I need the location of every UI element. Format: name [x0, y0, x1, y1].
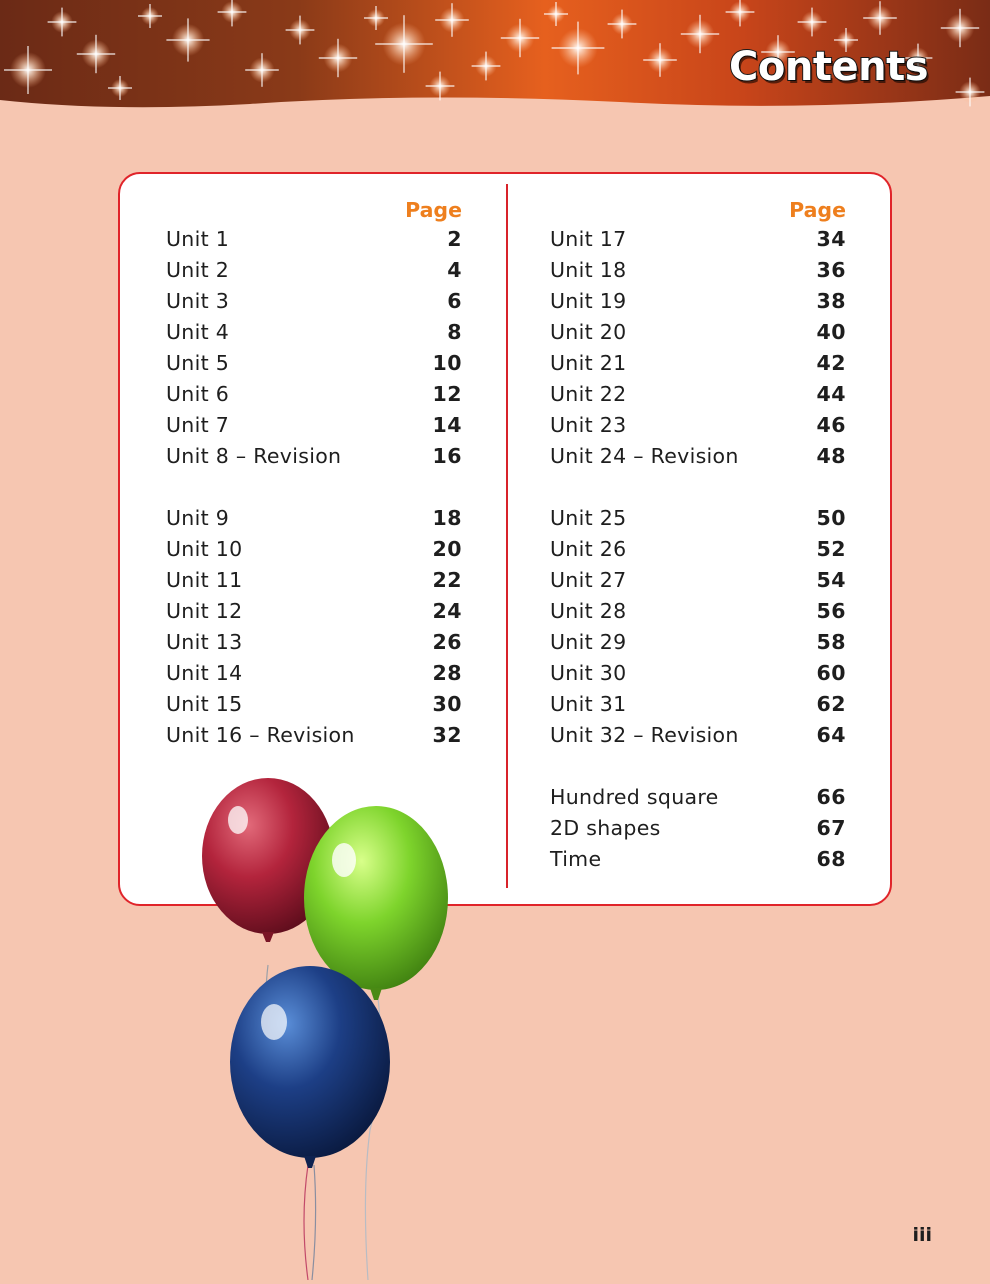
toc-entry[interactable] [166, 286, 462, 317]
toc-entry-label: Unit 5 [166, 351, 230, 375]
toc-entry-page: 20 [432, 537, 462, 561]
toc-entry-label: Unit 32 – Revision [550, 723, 739, 747]
toc-entry[interactable] [166, 379, 462, 410]
toc-entry-label: Unit 14 [166, 661, 243, 685]
toc-entry-page: 6 [447, 289, 462, 313]
toc-entry[interactable] [550, 441, 846, 472]
toc-entry-label: Unit 21 [550, 351, 627, 375]
page-column-header: Page [405, 198, 462, 222]
toc-entry-page: 36 [816, 258, 846, 282]
toc-entry[interactable] [550, 503, 846, 534]
toc-entry-label: Unit 6 [166, 382, 230, 406]
toc-entry-label: Unit 24 – Revision [550, 444, 739, 468]
toc-entry-label: Unit 15 [166, 692, 243, 716]
toc-entry-label: Unit 12 [166, 599, 243, 623]
toc-entry-page: 2 [447, 227, 462, 251]
toc-entry[interactable] [166, 565, 462, 596]
toc-entry[interactable] [166, 627, 462, 658]
toc-entry-label: Unit 28 [550, 599, 627, 623]
toc-entry-label: Unit 7 [166, 413, 230, 437]
toc-entry-page: 46 [816, 413, 846, 437]
section-spacer [166, 472, 462, 503]
toc-entry-page: 50 [816, 506, 846, 530]
toc-entry-label: Unit 25 [550, 506, 627, 530]
toc-entry-page: 12 [432, 382, 462, 406]
toc-entry-label: Unit 29 [550, 630, 627, 654]
toc-entry-page: 34 [816, 227, 846, 251]
toc-entry-label: Unit 11 [166, 568, 243, 592]
toc-entry-label: Unit 17 [550, 227, 627, 251]
toc-entry[interactable] [166, 658, 462, 689]
toc-entry[interactable] [166, 255, 462, 286]
toc-entry[interactable] [166, 689, 462, 720]
toc-entry[interactable] [550, 317, 846, 348]
toc-entry-page: 38 [816, 289, 846, 313]
toc-entry-page: 8 [447, 320, 462, 344]
balloons-icon [190, 770, 480, 1280]
toc-entry-page: 64 [816, 723, 846, 747]
toc-entry-page: 56 [816, 599, 846, 623]
toc-entry[interactable] [550, 689, 846, 720]
toc-entry-page: 42 [816, 351, 846, 375]
toc-entry-page: 60 [816, 661, 846, 685]
toc-entry-label: Unit 23 [550, 413, 627, 437]
contents-column-right [550, 196, 846, 875]
toc-entry-label: Unit 22 [550, 382, 627, 406]
toc-entry[interactable] [166, 348, 462, 379]
page-title: Contents [729, 44, 928, 90]
toc-entry-label: Unit 1 [166, 227, 230, 251]
toc-entry-page: 32 [432, 723, 462, 747]
toc-entry[interactable] [550, 255, 846, 286]
toc-entry-page: 30 [432, 692, 462, 716]
toc-entry-label: Unit 31 [550, 692, 627, 716]
toc-entry[interactable] [550, 782, 846, 813]
toc-entry[interactable] [166, 720, 462, 751]
toc-entry-label: Time [550, 847, 602, 871]
toc-entry[interactable] [166, 317, 462, 348]
toc-entry-label: Unit 13 [166, 630, 243, 654]
toc-entry-page: 22 [432, 568, 462, 592]
toc-entry[interactable] [550, 286, 846, 317]
toc-entry-label: Unit 9 [166, 506, 230, 530]
page-column-header: Page [789, 198, 846, 222]
toc-entry[interactable] [550, 348, 846, 379]
toc-entry-label: Unit 2 [166, 258, 230, 282]
toc-entry-page: 14 [432, 413, 462, 437]
toc-entry[interactable] [550, 720, 846, 751]
toc-entry-page: 24 [432, 599, 462, 623]
toc-entry[interactable] [166, 503, 462, 534]
toc-entry-page: 44 [816, 382, 846, 406]
section-spacer [550, 472, 846, 503]
toc-entry[interactable] [550, 224, 846, 255]
toc-entry-page: 40 [816, 320, 846, 344]
toc-entry-label: Unit 26 [550, 537, 627, 561]
toc-entry[interactable] [166, 534, 462, 565]
toc-entry-page: 18 [432, 506, 462, 530]
toc-entry-page: 58 [816, 630, 846, 654]
toc-entry-page: 48 [816, 444, 846, 468]
toc-entry[interactable] [550, 565, 846, 596]
toc-entry-page: 67 [816, 816, 846, 840]
toc-entry-page: 62 [816, 692, 846, 716]
toc-entry-label: Unit 10 [166, 537, 243, 561]
toc-entry[interactable] [550, 596, 846, 627]
toc-entry-label: Unit 16 – Revision [166, 723, 355, 747]
toc-entry-page: 26 [432, 630, 462, 654]
toc-entry[interactable] [550, 534, 846, 565]
column-divider [506, 184, 508, 888]
section-spacer [550, 751, 846, 782]
toc-entry-label: Unit 30 [550, 661, 627, 685]
header-banner [0, 0, 990, 118]
contents-column-left [166, 196, 462, 751]
toc-entry-page: 52 [816, 537, 846, 561]
toc-entry-page: 54 [816, 568, 846, 592]
toc-entry-label: Unit 20 [550, 320, 627, 344]
toc-entry-label: Unit 4 [166, 320, 230, 344]
toc-entry[interactable] [550, 844, 846, 875]
toc-entry[interactable] [550, 627, 846, 658]
toc-entry-page: 16 [432, 444, 462, 468]
toc-entry-page: 10 [432, 351, 462, 375]
toc-entry-label: Unit 27 [550, 568, 627, 592]
toc-entry[interactable] [550, 658, 846, 689]
toc-entry-label: Unit 8 – Revision [166, 444, 342, 468]
toc-entry[interactable] [550, 379, 846, 410]
toc-entry[interactable] [166, 410, 462, 441]
toc-entry-page: 28 [432, 661, 462, 685]
toc-entry-label: Hundred square [550, 785, 719, 809]
toc-entry-page: 4 [447, 258, 462, 282]
toc-entry[interactable] [550, 410, 846, 441]
toc-entry-page: 68 [816, 847, 846, 871]
toc-entry[interactable] [166, 224, 462, 255]
toc-entry[interactable] [166, 441, 462, 472]
toc-entry[interactable] [166, 596, 462, 627]
toc-entry-label: Unit 3 [166, 289, 230, 313]
balloons-illustration [190, 770, 480, 1280]
toc-entry-label: 2D shapes [550, 816, 661, 840]
toc-entry-label: Unit 19 [550, 289, 627, 313]
toc-entry-label: Unit 18 [550, 258, 627, 282]
toc-entry-page: 66 [816, 785, 846, 809]
page-number: iii [912, 1224, 932, 1246]
toc-entry[interactable] [550, 813, 846, 844]
